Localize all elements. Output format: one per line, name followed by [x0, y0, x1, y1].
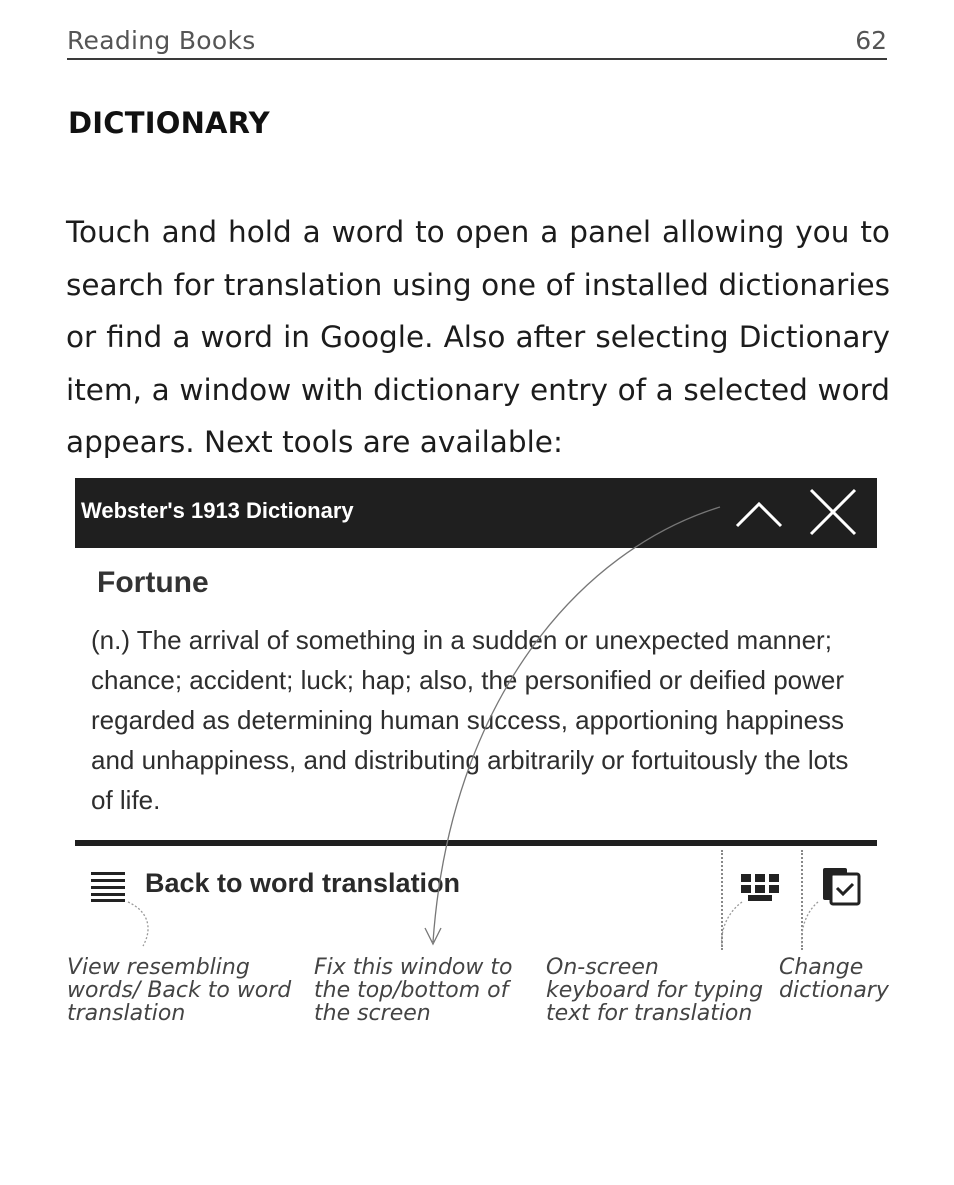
caption-view-resembling-words: View resembling words/ Back to word translation — [67, 955, 292, 1026]
caption-on-screen-keyboard: On-screen keyboard for typing text for translation — [546, 955, 764, 1026]
dictionary-screenshot — [75, 478, 877, 928]
dictionary-word: Fortune — [97, 566, 209, 599]
body-paragraph: Touch and hold a word to open a panel allowing you to search for translation using one of installed dictionaries or find a word in Google. Also after selecting Dictionary item, a window with dictionary entry of a selected word appears. Next tools are available: — [66, 215, 890, 459]
chevron-up-icon[interactable] — [731, 486, 787, 538]
caption-fix-window: Fix this window to the top/bottom of the screen — [314, 955, 513, 1026]
footer-divider — [75, 840, 877, 846]
page-number: 62 — [855, 26, 887, 55]
separator — [801, 850, 803, 950]
close-icon[interactable] — [805, 486, 861, 538]
page-header — [67, 24, 887, 60]
list-icon[interactable] — [91, 870, 125, 902]
dictionary-name: Webster's 1913 Dictionary — [81, 498, 354, 523]
header-section-title: Reading Books — [67, 26, 256, 55]
dictionary-definition: (n.) The arrival of something in a sudden or unexpected manner; chance; accident; luck; hap; also, the personified or deified power regarded as determining human success, apportioning happiness and unhappiness, and distributing arbitrarily or fortuitously the lots of life. — [91, 625, 849, 815]
section-title: DICTIONARY — [68, 106, 270, 140]
dictionary-header-bar — [75, 478, 877, 548]
caption-change-dictionary: Change dictionary — [779, 955, 889, 1003]
book-icon[interactable] — [821, 864, 863, 906]
separator — [721, 850, 723, 950]
back-to-word-translation-button[interactable]: Back to word translation — [145, 868, 461, 898]
keyboard-icon[interactable] — [739, 872, 781, 902]
